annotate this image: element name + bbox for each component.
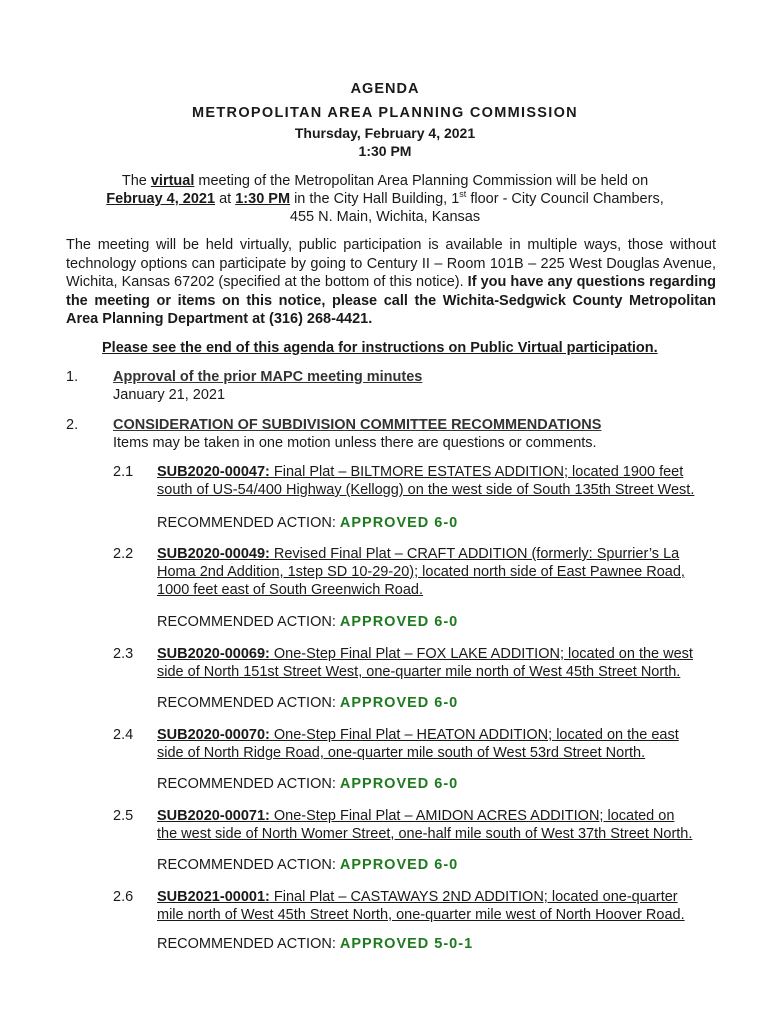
description-line: 1000 feet east of South Greenwich Road. [157,582,424,598]
rec-label: RECOMMENDED ACTION: [157,936,340,952]
recommended-action [157,856,458,874]
contact-text: If you have any questions regarding the meeting or items on this notice, please call the Wichita-Sedgwick County Metropolitan Area Planning Department at (316) 268-4421. [66,274,716,327]
item-title: CONSIDERATION OF SUBDIVISION COMMITTEE RECOMMENDATIONS [113,417,602,433]
case-code: SUB2020-00071: [157,808,270,824]
rec-label: RECOMMENDED ACTION: [157,857,340,873]
case-code: SUB2020-00049: [157,546,270,562]
recommended-action [157,694,458,712]
case-code: SUB2021-00001: [157,889,270,905]
subitem-description [157,726,715,762]
superscript: st [459,189,467,200]
status-badge: APPROVED 6-0 [339,614,459,630]
subitem-number: 2.3 [113,646,134,662]
subitem-description [157,807,715,843]
status-badge: APPROVED 6-0 [339,515,459,531]
item-number: 2. [66,417,79,433]
recommended-action [157,775,458,793]
description-line: south of US-54/400 Highway (Kellogg) on the west side of South 135th Street West. [157,482,695,498]
item-number: 1. [66,369,79,385]
subitem-number: 2.4 [113,727,134,743]
participation-text: The meeting will be held virtually, public participation is available in multiple ways, those without technology options can participate by going to Century II – Room 101B – 225 West Douglas Avenue, Wichita, Kansas 67202 (specified at the bottom of this notice). [66,237,716,290]
virtual-notice: Please see the end of this agenda for instructions on Public Virtual participation. [102,340,658,356]
virtual-word: virtual [150,173,195,189]
subitem-number: 2.1 [113,464,134,480]
intro-text: floor - City Council Chambers, [466,191,664,207]
recommended-action [157,935,473,953]
description-line: side of North Ridge Road, one-quarter mile south of West 53rd Street North. [157,745,646,761]
case-code: SUB2020-00070: [157,727,270,743]
status-badge: APPROVED 5-0-1 [339,936,474,952]
rec-label: RECOMMENDED ACTION: [157,614,340,630]
participation-paragraph [66,236,716,329]
description-line: One-Step Final Plat – HEATON ADDITION; located on the east [269,727,679,743]
recommended-action [157,613,458,631]
description-line: mile north of West 45th Street North, one-quarter mile west of North Hoover Road. [157,907,685,923]
subitem-number: 2.5 [113,808,134,824]
status-badge: APPROVED 6-0 [339,695,459,711]
item-title: Approval of the prior MAPC meeting minutes [113,369,423,385]
item-subtitle: Items may be taken in one motion unless there are questions or comments. [113,435,597,451]
description-line: Homa 2nd Addition, 1step SD 10-29-20); located north side of East Pawnee Road, [157,564,685,580]
subitem-number: 2.2 [113,546,134,562]
description-line: Final Plat – BILTMORE ESTATES ADDITION; located 1900 feet [269,464,684,480]
intro-address: 455 N. Main, Wichita, Kansas [289,209,481,225]
intro-text: in the City Hall Building, 1 [290,191,460,207]
item-subtitle: January 21, 2021 [113,387,226,403]
description-line: Final Plat – CASTAWAYS 2ND ADDITION; located one-quarter [269,889,678,905]
subitem-description [157,545,715,599]
description-line: One-Step Final Plat – FOX LAKE ADDITION; located on the west [269,646,693,662]
intro-text: The [121,173,151,189]
rec-label: RECOMMENDED ACTION: [157,515,340,531]
intro-line-2 [60,190,710,208]
subitem-number: 2.6 [113,889,134,905]
intro-text: at [215,191,236,207]
rec-label: RECOMMENDED ACTION: [157,776,340,792]
meeting-date: Thursday, February 4, 2021 [294,125,476,141]
meeting-time: 1:30 PM [358,143,412,159]
description-line: One-Step Final Plat – AMIDON ACRES ADDITION; located on [269,808,675,824]
agenda-heading: AGENDA [350,81,420,97]
status-badge: APPROVED 6-0 [339,776,459,792]
description-line: Revised Final Plat – CRAFT ADDITION (formerly: Spurrier’s La [269,546,680,562]
subitem-description [157,463,715,499]
recommended-action [157,514,458,532]
status-badge: APPROVED 6-0 [339,857,459,873]
description-line: side of North 151st Street West, one-quarter mile north of West 45th Street North. [157,664,681,680]
subitem-description [157,645,715,681]
rec-label: RECOMMENDED ACTION: [157,695,340,711]
subitem-description [157,888,715,924]
commission-heading: METROPOLITAN AREA PLANNING COMMISSION [192,105,578,121]
intro-line-1 [60,172,710,190]
time-text: 1:30 PM [235,191,291,207]
date-text: Februay 4, 2021 [106,191,216,207]
intro-text: meeting of the Metropolitan Area Planning Commission will be held on [194,173,649,189]
description-line: the west side of North Womer Street, one-half mile south of West 37th Street North. [157,826,693,842]
intro-paragraph [60,172,710,226]
case-code: SUB2020-00069: [157,646,270,662]
case-code: SUB2020-00047: [157,464,270,480]
